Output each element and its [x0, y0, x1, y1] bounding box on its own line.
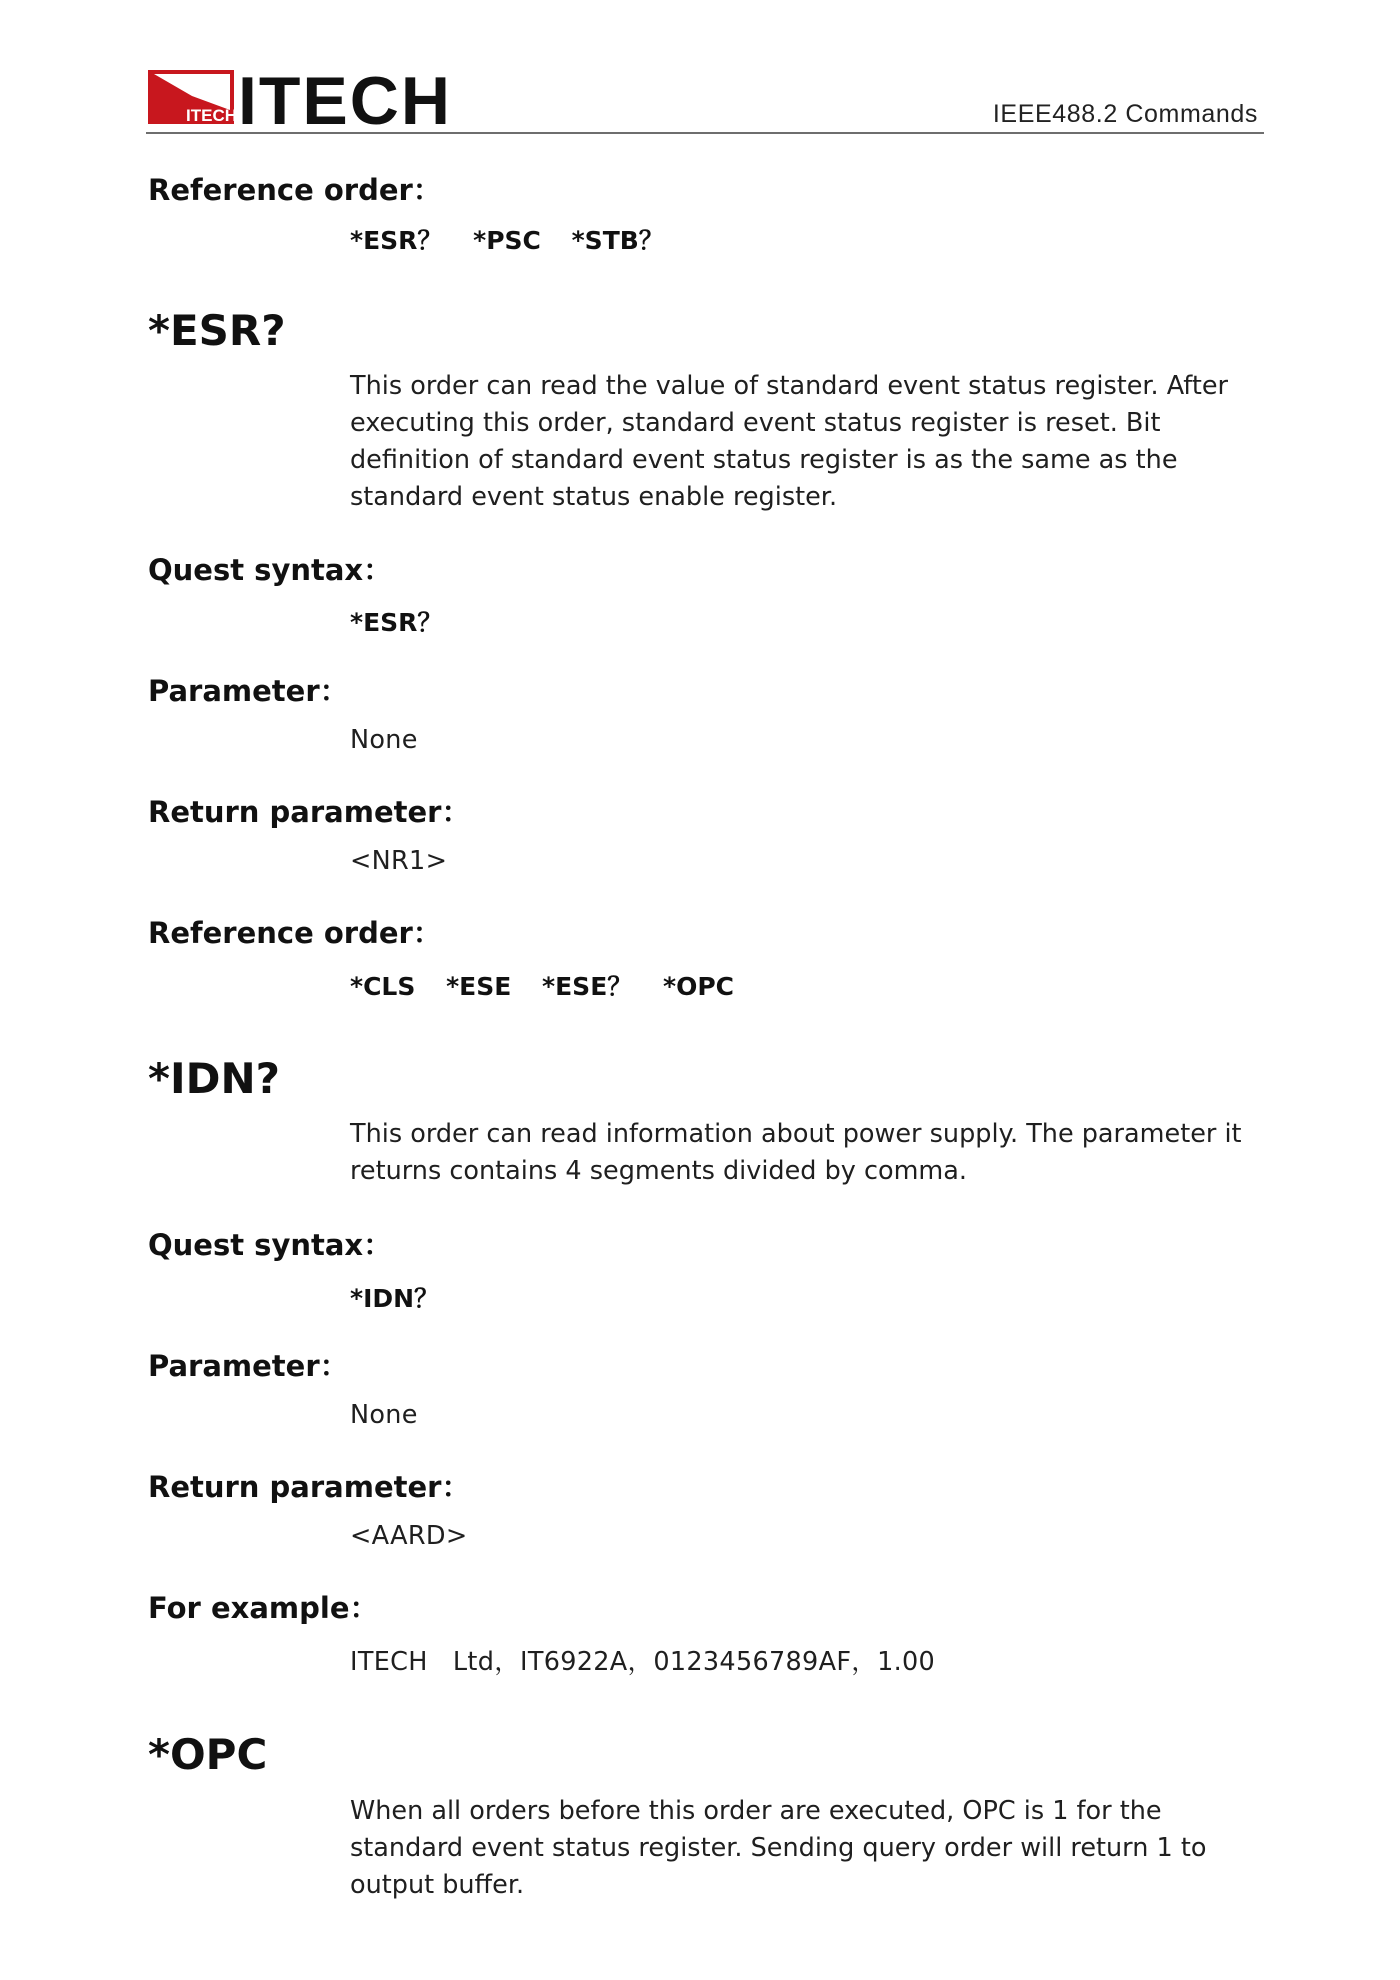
reference-order-label: Reference order：	[148, 173, 442, 207]
logo-badge-text: ITECH	[186, 106, 237, 125]
return-parameter-value: <AARD>	[350, 1521, 468, 1551]
example-value: ITECH Ltd，IT6922A，0123456789AF，1.00	[350, 1647, 936, 1677]
ref-cmd: *PSC	[473, 226, 541, 255]
quest-syntax-value: *IDN？	[350, 1284, 440, 1313]
command-description: This order can read information about power supply. The parameter it returns contains 4 segments divided by comma.	[350, 1119, 1242, 1186]
itech-logo	[146, 66, 466, 126]
reference-order-label: Reference order：	[148, 916, 442, 950]
parameter-label: Parameter：	[148, 674, 349, 708]
header-section-title: IEEE488.2 Commands	[992, 100, 1258, 128]
itech-logo-graphic	[146, 66, 466, 126]
parameter-label: Parameter：	[148, 1349, 349, 1383]
command-heading-esr: *ESR?	[148, 306, 286, 355]
reference-order-commands	[350, 967, 756, 1003]
return-parameter-label: Return parameter：	[148, 795, 471, 829]
command-description: When all orders before this order are executed, OPC is 1 for the standard event status register. Sending query order will return 1 to output buffer.	[350, 1796, 1207, 1900]
ref-cmd: *CLS	[350, 972, 416, 1001]
example-label: For example：	[148, 1591, 379, 1625]
quest-syntax-value: *ESR？	[350, 608, 443, 637]
command-heading-opc: *OPC	[148, 1730, 268, 1779]
parameter-value: None	[350, 725, 418, 755]
return-parameter-label: Return parameter：	[148, 1470, 471, 1504]
ref-cmd: *ESR？	[350, 226, 443, 255]
ref-cmd: *ESE	[446, 972, 512, 1001]
ref-cmd: *OPC	[663, 972, 734, 1001]
command-heading-idn: *IDN?	[148, 1054, 280, 1103]
ref-cmd: *ESE？	[542, 972, 633, 1001]
return-parameter-value: <NR1>	[350, 846, 448, 876]
reference-order-commands	[350, 221, 686, 257]
logo-wordmark: ITECH	[238, 66, 452, 126]
page-header	[146, 66, 1264, 134]
command-description: This order can read the value of standard event status register. After executing this order, standard event status register is reset. Bit definition of standard event status register is as the same as the standard event status enable register.	[350, 371, 1229, 512]
quest-syntax-label: Quest syntax：	[148, 1228, 393, 1262]
ref-cmd: *STB？	[571, 226, 664, 255]
quest-syntax-label: Quest syntax：	[148, 553, 393, 587]
parameter-value: None	[350, 1400, 418, 1430]
